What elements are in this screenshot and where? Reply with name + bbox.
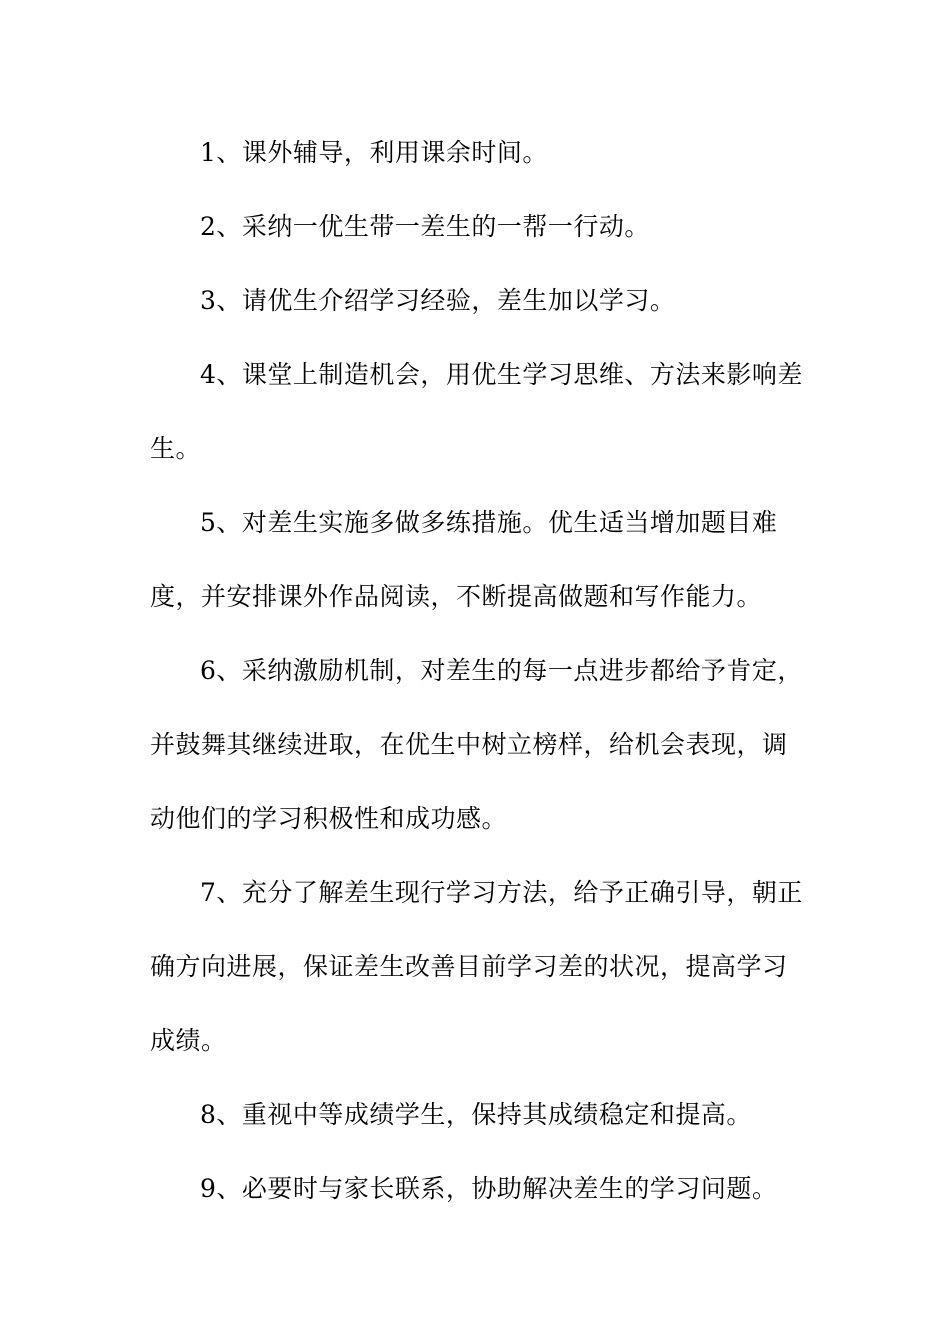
paragraph-6: 6、采纳激励机制，对差生的每一点进步都给予肯定，并鼓舞其继续进取，在优生中树立榜样，给机会表现，调动他们的学习积极性和成功感。 (150, 656, 803, 833)
document-body (150, 116, 810, 1226)
paragraph-4: 4、课堂上制造机会，用优生学习思维、方法来影响差生。 (150, 360, 803, 463)
paragraph-9: 9、必要时与家长联系，协助解决差生的学习问题。 (200, 1174, 778, 1203)
paragraph-7: 7、充分了解差生现行学习方法，给予正确引导，朝正确方向进展，保证差生改善目前学习差的状况，提高学习成绩。 (150, 878, 803, 1055)
paragraph-5: 5、对差生实施多做多练措施。优生适当增加题目难度，并安排课外作品阅读，不断提高做题和写作能力。 (150, 508, 778, 611)
paragraph-3: 3、请优生介绍学习经验，差生加以学习。 (200, 286, 676, 315)
paragraph-8: 8、重视中等成绩学生，保持其成绩稳定和提高。 (200, 1100, 752, 1129)
paragraph-2: 2、采纳一优生带一差生的一帮一行动。 (200, 212, 650, 241)
paragraph-1: 1、课外辅导，利用课余时间。 (200, 138, 548, 167)
